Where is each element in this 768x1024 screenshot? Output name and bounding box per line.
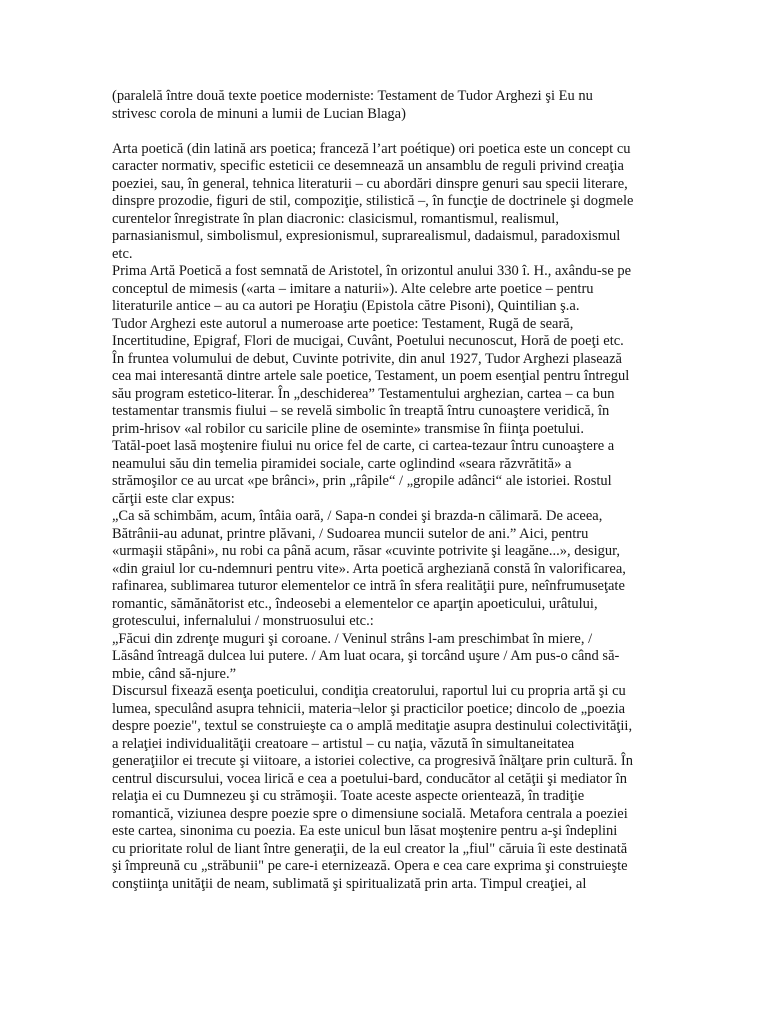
text-line: Bătrânii-au adunat, printre plăvani, / Sudoarea muncii sutelor de ani.” Aici, pentru bbox=[112, 525, 589, 542]
text-line: poeziei, sau, în general, tehnica literaturii – cu abordări dinspre genuri sau specii literare, bbox=[112, 175, 628, 192]
text-line: Incertitudine, Epigraf, Flori de mucigai, Cuvânt, Poetului necunoscut, Horă de poeţi etc. bbox=[112, 333, 624, 349]
text-line: Prima Artă Poetică a fost semnată de Aristotel, în orizontul anului 330 î. H., axându-se pe bbox=[112, 263, 632, 279]
body-text bbox=[112, 141, 712, 894]
text-line: Arta poetică (din latină ars poetica; franceză l’art poétique) ori poetica este un concept cu bbox=[112, 140, 631, 157]
text-line: mbie, când să-njure.” bbox=[112, 665, 237, 682]
text-line: În fruntea volumului de debut, Cuvinte potrivite, din anul 1927, Tudor Arghezi plasează bbox=[112, 350, 622, 367]
text-line: etc. bbox=[112, 245, 133, 262]
intro-paragraph bbox=[112, 88, 712, 123]
text-line: grotescului, infernalului / monstruosului etc.: bbox=[112, 613, 374, 629]
text-line: său program estetico-literar. În „deschiderea” Testamentului arghezian, cartea – ca bun bbox=[112, 385, 615, 402]
text-line: dinspre prozodie, figuri de stil, compoziţie, stilistică –, în funcţie de doctrinele şi dogmele bbox=[112, 193, 634, 209]
text-line: strivesc corola de minuni a lumii de Lucian Blaga) bbox=[112, 105, 406, 122]
text-line: şi împreună cu „străbunii" pe care-i eternizează. Opera e cea care exprima şi construieşte bbox=[112, 858, 628, 874]
text-line: romantică, viziunea despre poezie spre o dimensiune socială. Metafora centrala a poeziei bbox=[112, 805, 628, 822]
text-line: este cartea, sinonima cu poezia. Ea este unicul bun lăsat moştenire pentru a-şi îndeplini bbox=[112, 823, 618, 839]
document-text bbox=[112, 88, 712, 893]
text-line: Lăsând întreagă dulcea lui putere. / Am luat ocara, şi torcând uşure / Am pus-o când să- bbox=[112, 648, 620, 664]
text-line: „Ca să schimbăm, acum, întâia oară, / Sapa-n condei şi brazda-n călimară. De aceea, bbox=[112, 508, 603, 524]
text-line: neamului său din temelia piramidei sociale, carte oglindind «seara răzvrătită» a bbox=[112, 455, 572, 472]
text-line: generaţiilor ei trecute şi viitoare, a istoriei colective, ca progresivă înălţare prin cultură. În bbox=[112, 753, 633, 769]
text-line: literaturile antice – au ca autori pe Horaţiu (Epistola către Pisoni), Quintilian ş.a. bbox=[112, 298, 580, 314]
text-line: curentelor înregistrate în plan diacronic: clasicismul, romantismul, realismul, bbox=[112, 210, 559, 227]
text-line: lumea, speculând asupra tehnicii, materia¬lelor şi practicilor poetice; dincolo de „poezia bbox=[112, 700, 626, 717]
text-line: cărţii este clar expus: bbox=[112, 490, 235, 507]
text-line: Discursul fixează esenţa poeticului, condiţia creatorului, raportul lui cu propria artă şi cu bbox=[112, 683, 626, 699]
text-line: centrul discursului, vocea lirică e cea a poetului-bard, conducător al cetăţii şi mediator în bbox=[112, 770, 627, 787]
text-line: conştiinţa unităţii de neam, sublimată şi spiritualizată prin arta. Timpul creaţiei, al bbox=[112, 875, 587, 892]
text-line: Tatăl-poet lasă moştenire fiului nu orice fel de carte, ci cartea-tezaur întru cunoaştere a bbox=[112, 438, 615, 454]
text-line: cu prioritate rolul de liant între generaţii, de la eul creator la „fiul" căruia îi este destinată bbox=[112, 840, 628, 857]
text-line: a relaţiei individualităţii creatoare – artistul – cu naţia, văzută în simultaneitatea bbox=[112, 735, 575, 752]
text-line: romantic, sămănătorist etc., îndeosebi a elementelor ce aparţin apoeticului, urâtului, bbox=[112, 595, 598, 612]
text-line: relaţia ei cu Dumnezeu şi cu strămoşii. Toate aceste aspecte orientează, în tradiţie bbox=[112, 788, 585, 804]
text-line: „Făcui din zdrenţe muguri şi coroane. / Veninul strâns l-am preschimbat în miere, / bbox=[112, 630, 593, 647]
text-line: Tudor Arghezi este autorul a numeroase arte poetice: Testament, Rugă de seară, bbox=[112, 315, 574, 332]
paragraph-spacer bbox=[112, 123, 712, 141]
text-line: despre poezie", textul se construieşte ca o amplă meditaţie asupra destinului colectivităţii, bbox=[112, 718, 633, 734]
text-line: (paralelă între două texte poetice moderniste: Testament de Tudor Arghezi şi Eu nu bbox=[112, 88, 593, 104]
text-line: «urmaşii stăpâni», nu robi ca până acum, răsar «cuvinte potrivite şi leagăne...», desigur, bbox=[112, 543, 620, 559]
text-line: rafinarea, sublimarea tuturor elementelor ce intră în sfera realităţii pure, neînfrumuseţate bbox=[112, 578, 625, 594]
text-line: prim-hrisov «al robilor cu saricile pline de oseminte» transmise în fiinţa poetului. bbox=[112, 420, 584, 437]
text-line: «din graiul lor cu-ndemnuri pentru vite». Arta poetică argheziană constă în valorificarea, bbox=[112, 560, 626, 577]
text-line: strămoşilor ce au urcat «pe brânci», prin „râpile“ / „gropile adânci“ ale istoriei. Rostul bbox=[112, 473, 612, 489]
text-line: conceptul de mimesis («arta – imitare a naturii»). Alte celebre arte poetice – pentru bbox=[112, 280, 594, 297]
text-line: caracter normativ, specific esteticii ce desemnează un ansamblu de reguli privind creaţia bbox=[112, 158, 624, 174]
text-line: testamentar transmis fiului – se revelă simbolic în treaptă întru cunoaştere veridică, în bbox=[112, 403, 610, 419]
text-line: parnasianismul, simbolismul, expresionismul, suprarealismul, dadaismul, paradoxismul bbox=[112, 228, 621, 244]
text-line: cea mai interesantă dintre artele sale poetice, Testament, un poem esenţial pentru întregul bbox=[112, 368, 630, 384]
